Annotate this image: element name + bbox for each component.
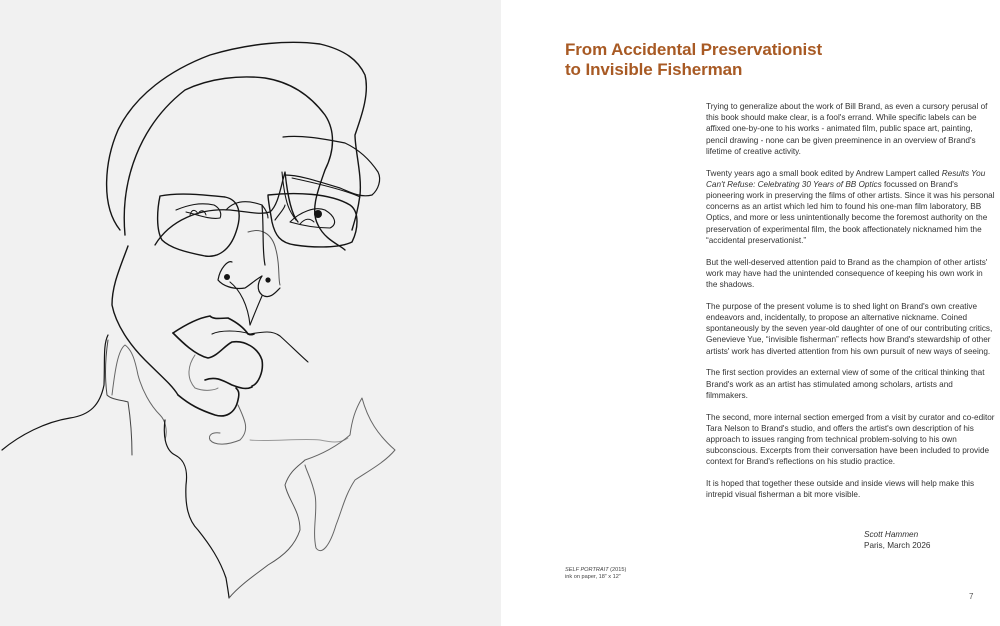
paragraph-3: But the well-deserved attention paid to Brand as the champion of other artists' work may have had the unintended consequence of keeping his own work in the shadows. [706,257,988,290]
book-title-italic: Results You Can't Refuse: Celebrating 30 Years of BB Optics [706,168,986,189]
caption-medium: ink on paper, 18” x 12” [565,574,621,581]
title-line-2: to Invisible Fisherman [565,60,743,79]
author-name: Scott Hammen [864,530,919,539]
paragraph-1: Trying to generalize about the work of Bill Brand, as even a cursory perusal of this book should make clear, is a fool's errand. While specific labels can be affixed one-by-one to his works - animated film, public space art, painting, pencil drawing - none can be given preeminence in an overview of Brand's lifetime of creative activity. [706,102,988,156]
page-number: 7 [969,592,974,601]
paragraph-2-post: focussed on Brand's pioneering work in preserving the films of other artists. Since it was his personal concerns as an artist which led him to found his one-man film laboratory, BB Optics, and more or less unintentionally become the foremost authority on the preservation of experimental film, the book affectionately nicknamed him the “accidental preservationist.” [706,179,995,245]
paragraph-2-pre: Twenty years ago a small book edited by Andrew Lampert called [706,168,942,178]
paragraph-6: The second, more internal section emerged from a visit by curator and co-editor Tara Nelson to Brand's studio, and offers the artist's own description of his approach to issues ranging from technical problem-solving to his own subconscious. Excerpts from their conversation have been included to provide context for Brand's reflections on his studio practice. [706,412,995,467]
title-line-1: From Accidental Preservationist [565,40,823,59]
caption-title-line [565,567,626,574]
paragraph-5: The first section provides an external view of some of the critical thinking that Brand's work as an artist has stimulated among scholars, artists and filmmakers. [706,368,985,400]
essay-body [706,101,996,511]
artwork-caption [565,567,626,582]
place-date: Paris, March 2026 [864,541,931,551]
paragraph-2 [706,168,996,246]
essay-title [565,40,822,80]
caption-title: SELF PORTRAIT [565,567,609,573]
caption-year: (2015) [608,567,627,573]
paragraph-7: It is hoped that together these outside and inside views will help make this intrepid visual fisherman a bit more visible. [706,479,975,500]
signature-block [864,529,930,551]
paragraph-4: The purpose of the present volume is to shed light on Brand's own creative endeavors and, incidentally, to propose an alternative nickname. Coined spontaneously by the seven year-old daughter of one of our contributing critics, Genevieve Yue, “invisible fisherman” reflects how Brand's stewardship of other artists' work has diverted attention from his own pursuit of new ways of seeing. [706,301,993,356]
